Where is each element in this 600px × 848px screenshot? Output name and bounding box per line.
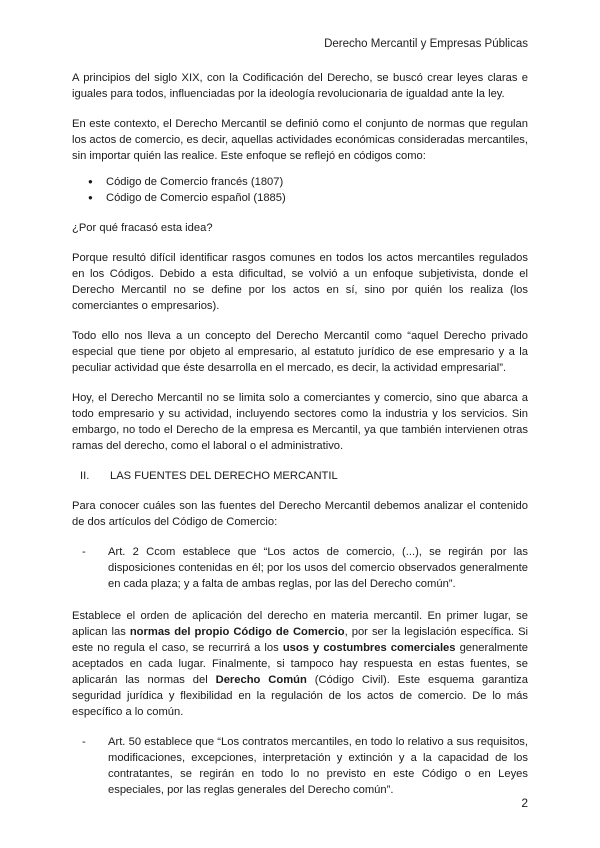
bold-text: usos y costumbres comerciales [282,642,456,654]
dash-marker: - [82,546,86,558]
paragraph: En este contexto, el Derecho Mercantil se definió como el conjunto de normas que regulan los actos de comercio, es decir, aquellas actividades económicas consideradas mercantiles, sin importar quién las realice. Este enfoque se reflejó en códigos como: [72,118,528,162]
text-run: (Código Civil). Este esquema garantiza seguridad jurídica y flexibilidad en la regulación de los actos de comercio. De lo más específico a lo común. [72,674,528,718]
paragraph: Para conocer cuáles son las fuentes del Derecho Mercantil debemos analizar el contenido de dos artículos del Código de Comercio: [72,500,528,528]
page-number: 2 [521,796,528,810]
dash-marker: - [82,736,86,748]
paragraph: Todo ello nos lleva a un concepto del Derecho Mercantil como “aquel Derecho privado especial que tiene por objeto al empresario, al estatuto jurídico de ese empresario y a la peculiar actividad que éste desarrolla en el mercado, es decir, la actividad empresarial”. [72,330,528,374]
page-header: Derecho Mercantil y Empresas Públicas [324,38,528,50]
text-run: Establece el orden de aplicación del derecho en materia mercantil. En primer lugar, se aplican las [72,610,528,638]
article-item [82,544,528,592]
document-body [72,70,528,814]
bold-text: normas del propio Código de Comercio [129,626,345,638]
paragraph: A principios del siglo XIX, con la Codificación del Derecho, se buscó crear leyes claras e iguales para todos, influenciadas por la ideología revolucionaria de igualdad ante la ley. [72,72,528,100]
paragraph: Hoy, el Derecho Mercantil no se limita solo a comerciantes y comercio, sino que abarca a todo empresario y su actividad, incluyendo sectores como la industria y los servicios. Sin embargo, no todo el Derecho de la empresa es Mercantil, ya que también intervienen otras ramas del derecho, como el laboral o el administrativo. [72,392,528,452]
text-run: , por ser la legislación específica. Si este no regula el caso, se recurrirá a los [72,626,529,654]
section-title: LAS FUENTES DEL DERECHO MERCANTIL [110,470,338,482]
article-text: Art. 50 establece que “Los contratos mercantiles, en todo lo relativo a sus requisitos, modificaciones, excepciones, interpretación y extinción y a la capacidad de los contratantes, se regirán en todo lo no previsto en este Código o en Leyes especiales, por las reglas generales del Derecho común”. [108,736,528,796]
list-item: ● Código de Comercio francés (1807) [94,174,528,190]
bullet-list [72,174,528,206]
article-item [82,734,528,798]
section-number: II. [80,470,90,482]
paragraph [72,608,528,720]
section-heading [80,468,528,484]
text-run: generalmente aceptados en cada lugar. Finalmente, si tampoco hay respuesta en estas fuentes, se aplicarán las normas del [72,642,528,686]
list-item: ● Código de Comercio español (1885) [94,190,528,206]
bold-text: Derecho Común [215,674,307,686]
paragraph: Porque resultó difícil identificar rasgos comunes en todos los actos mercantiles regulados en los Códigos. Debido a esta dificultad, se volvió a un enfoque subjetivista, donde el Derecho Mercantil no se define por los actos en sí, sino por quién los realiza (los comerciantes o empresarios). [72,252,528,312]
question: ¿Por qué fracasó esta idea? [72,222,213,234]
article-text: Art. 2 Ccom establece que “Los actos de comercio, (...), se regirán por las disposiciones contenidas en él; por los usos del comercio observados generalmente en cada plaza; y a falta de ambas reglas, por las del Derecho común”. [108,546,528,590]
